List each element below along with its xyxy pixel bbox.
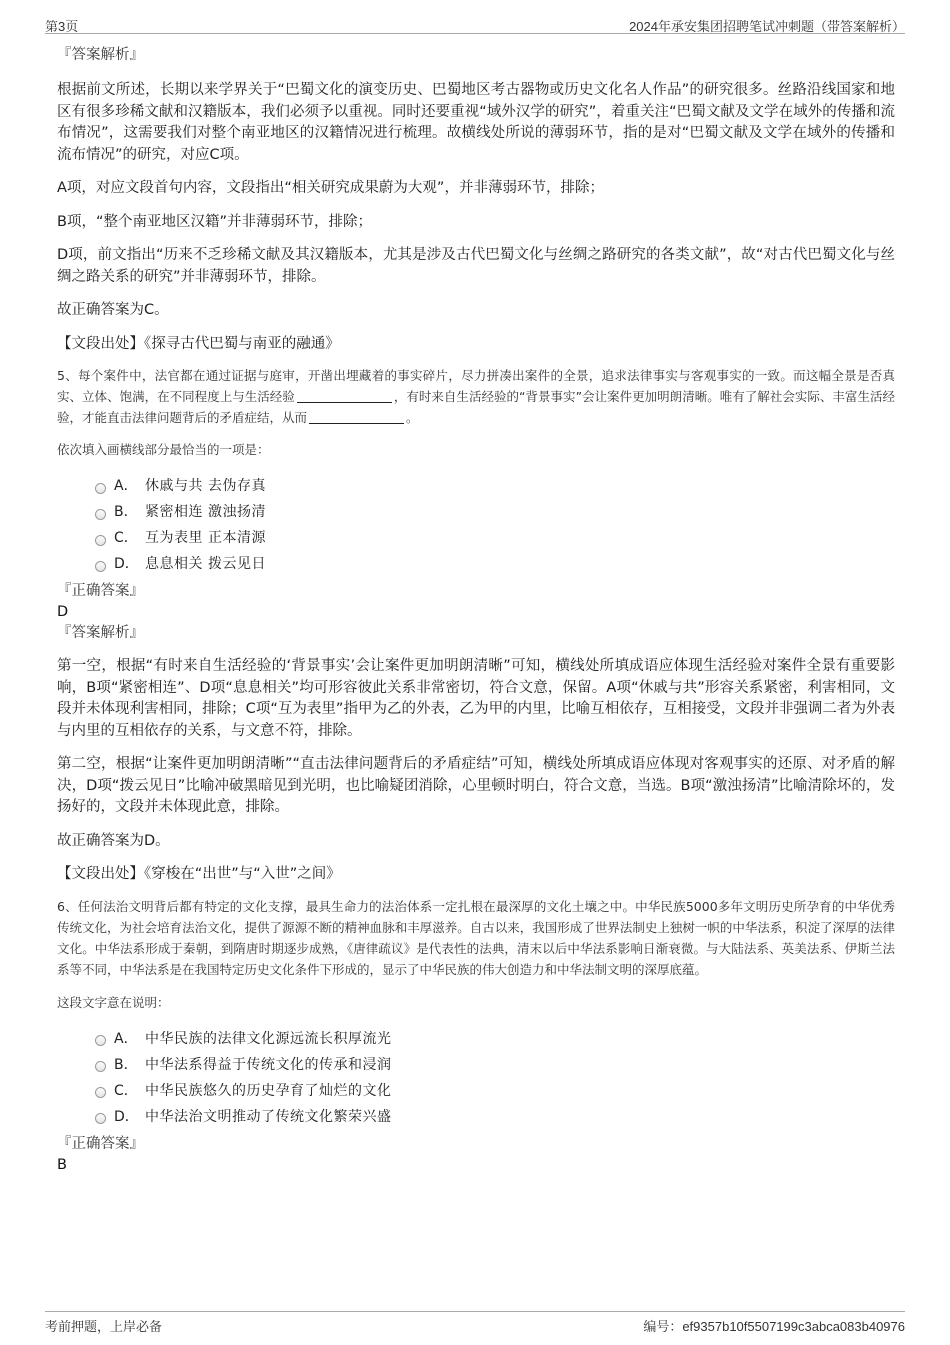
q5-blank-1 <box>297 389 392 403</box>
option-text: 中华法系得益于传统文化的传承和浸润 <box>145 1056 392 1073</box>
document-code-label: 编号： <box>643 1319 683 1334</box>
radio-icon[interactable] <box>95 1113 106 1124</box>
page-number: 第3页 <box>45 19 79 34</box>
q6-stem: 6、任何法治文明背后都有特定的文化支撑，最具生命力的法治体系一定扎根在最深厚的文化土壤之中。中华民族5000多年文明历史所孕育的中华优秀传统文化，为社会培育法治文化，提供了源源不断的精神血脉和丰厚滋养。自古以来，我国形成了世界法制史上独树一帜的中华法系，积淀了深厚的法律文化。中华法系形成于秦朝，到隋唐时期逐步成熟，《唐律疏议》是代表性的法典，清末以后中华法系影响日渐衰微。与大陆法系、英美法系、伊斯兰法系等不同，中华法系是在我国特定历史文化条件下形成的，显示了中华民族的伟大创造力和中华法制文明的深厚底蕴。 <box>57 898 895 977</box>
q6-option-a[interactable] <box>95 1025 895 1051</box>
q5-conclusion: 故正确答案为D。 <box>57 832 170 849</box>
option-text: 互为表里 正本清源 <box>145 530 266 546</box>
q6-prompt: 这段文字意在说明： <box>57 994 170 1010</box>
q4-analysis-option-b: B项，“整个南亚地区汉籍”并非薄弱环节，排除； <box>57 213 372 230</box>
q4-conclusion: 故正确答案为C。 <box>57 302 169 318</box>
option-letter: A． <box>114 1030 138 1047</box>
q4-source: 【文段出处】《探寻古代巴蜀与南亚的融通》 <box>57 335 340 352</box>
q5-analysis-label: 『答案解析』 <box>57 625 144 641</box>
q5-answer: D <box>57 604 69 620</box>
page-content <box>57 44 895 1175</box>
q6-option-d[interactable] <box>95 1103 895 1129</box>
q5-analysis-first-blank: 第一空，根据“有时来自生活经验的‘背景事实’会让案件更加明朗清晰”可知，横线处所填成语应体现生活经验对案件全景有重要影响，B项“紧密相连”、D项“息息相关”均可形容彼此关系非常密切，符合文意，保留。A项“休戚与共”形容关系紧密，利害相同，文段并未体现利害相同，排除；C项“互为表里”指甲为乙的外表，乙为甲的内里，比喻互相依存，互相接受，文段并非强调二者为外表与内里的互相依存的关系，与文意不符，排除。 <box>57 658 895 739</box>
document-title: 2024年承安集团招聘笔试冲刺题（带答案解析） <box>629 19 905 34</box>
option-letter: B． <box>114 504 138 520</box>
radio-icon[interactable] <box>95 1061 106 1072</box>
option-letter: A． <box>114 478 138 494</box>
q5-option-d[interactable] <box>95 550 895 576</box>
q4-analysis-paragraph: 根据前文所述，长期以来学界关于“巴蜀文化的演变历史、巴蜀地区考古器物或历史文化名人作品”的研究很多。丝路沿线国家和地区有很多珍稀文献和汉籍版本，我们必须予以重视。同时还要重视“域外汉学的研究”，着重关注“巴蜀文献及文学在域外的传播和流布情况”，这需要我们对整个南亚地区的汉籍情况进行梳理。故横线处所说的薄弱环节，指的是对“巴蜀文献及文学在域外的传播和流布情况”的研究，对应C项。 <box>57 82 895 163</box>
q6-answer-label: 『正确答案』 <box>57 1135 144 1152</box>
q4-analysis-option-d: D项，前文指出“历来不乏珍稀文献及其汉籍版本，尤其是涉及古代巴蜀文化与丝绸之路研究的各类文献”，故“对古代巴蜀文化与丝绸之路关系的研究”并非薄弱环节，排除。 <box>57 247 895 285</box>
q5-prompt: 依次填入画横线部分最恰当的一项是： <box>57 442 270 457</box>
q6-answer: B <box>57 1156 67 1173</box>
q5-stem-part2: ，有时来自生活经验的“背景事实”会让案件更加明朗清晰。唯有了解社会实际、丰富生活经验，才能直击法律问题背后的矛盾症结，从而 <box>57 389 895 425</box>
q5-stem-part1: 5、每个案件中，法官都在通过证据与庭审，开凿出埋藏着的事实碎片，尽力拼凑出案件的全景，追求法律事实与客观事实的一致。而这幅全景是否真实、立体、饱满，在不同程度上与生活经验 <box>57 368 895 404</box>
radio-icon[interactable] <box>95 483 106 494</box>
footer-slogan: 考前押题，上岸必备 <box>45 1319 163 1334</box>
document-code <box>643 1316 905 1335</box>
q5-source: 【文段出处】《穿梭在“出世”与“入世”之间》 <box>57 866 341 882</box>
option-text: 中华民族悠久的历史孕育了灿烂的文化 <box>145 1082 392 1099</box>
option-text: 中华法治文明推动了传统文化繁荣兴盛 <box>145 1108 392 1125</box>
q6-option-c[interactable] <box>95 1077 895 1103</box>
q4-analysis-option-a: A项，对应文段首句内容，文段指出“相关研究成果蔚为大观”，并非薄弱环节，排除； <box>57 180 604 196</box>
option-text: 紧密相连 激浊扬清 <box>145 504 266 520</box>
q5-option-c[interactable] <box>95 524 895 550</box>
option-letter: B． <box>114 1056 138 1073</box>
q5-analysis-second-blank: 第二空，根据“让案件更加明朗清晰”“直击法律问题背后的矛盾症结”可知，横线处所填成语应体现对客观事实的还原、对矛盾的解决，D项“拨云见日”比喻冲破黑暗见到光明，也比喻疑团消除，心里顿时明白，符合文意，当选。B项“激浊扬清”比喻清除坏的，发扬好的，文段并未体现此意，排除。 <box>57 756 895 815</box>
radio-icon[interactable] <box>95 535 106 546</box>
radio-icon[interactable] <box>95 1035 106 1046</box>
option-letter: D． <box>114 1108 139 1125</box>
option-letter: D． <box>114 556 139 572</box>
q4-analysis-label: 『答案解析』 <box>57 47 144 63</box>
option-letter: C． <box>114 530 138 546</box>
q5-options <box>95 472 895 576</box>
q5-option-b[interactable] <box>95 498 895 524</box>
q5-blank-2 <box>309 410 404 424</box>
option-text: 息息相关 拨云见日 <box>145 556 266 572</box>
option-text: 休戚与共 去伪存真 <box>145 478 266 494</box>
option-text: 中华民族的法律文化源远流长积厚流光 <box>145 1030 392 1047</box>
document-code-value: ef9357b10f5507199c3abca083b40976 <box>682 1319 905 1334</box>
page-footer <box>45 1311 905 1333</box>
page-header <box>45 14 905 34</box>
q5-answer-label: 『正确答案』 <box>57 583 144 599</box>
option-letter: C． <box>114 1082 138 1099</box>
q5-stem-part3: 。 <box>406 410 419 425</box>
radio-icon[interactable] <box>95 1087 106 1098</box>
radio-icon[interactable] <box>95 509 106 520</box>
q5-option-a[interactable] <box>95 472 895 498</box>
radio-icon[interactable] <box>95 561 106 572</box>
q5-stem <box>57 365 895 428</box>
q6-options <box>95 1025 895 1129</box>
q6-option-b[interactable] <box>95 1051 895 1077</box>
